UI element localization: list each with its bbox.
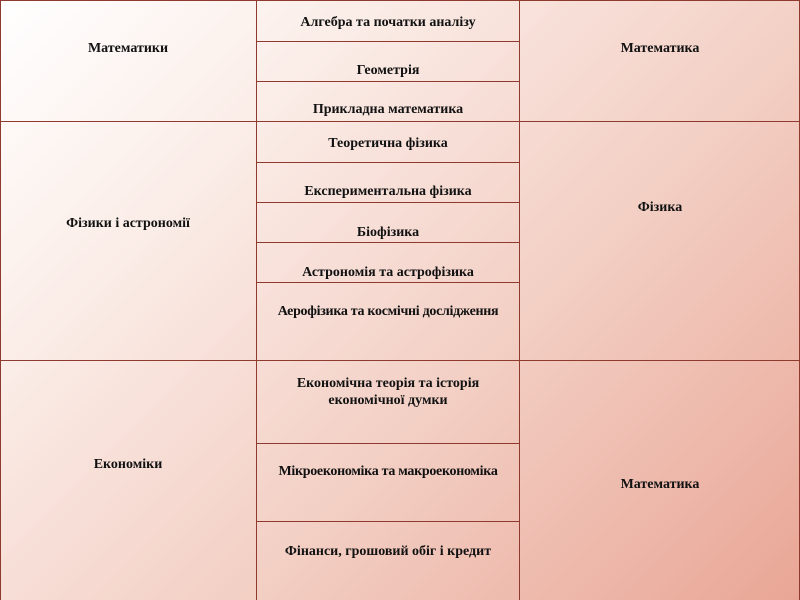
table-border-top	[0, 0, 800, 1]
specialty-cell: Фінанси, грошовий обіг і кредит	[284, 544, 492, 559]
specialty-cell: Прикладна математика	[312, 102, 464, 117]
subject-cell: Фізика	[637, 200, 683, 215]
specialty-cell: Аерофізика та космічні дослідження	[277, 304, 499, 319]
table-border-left	[0, 0, 1, 600]
specialty-cell: Алгебра та початки аналізу	[300, 15, 476, 30]
department-cell: Математики	[87, 41, 169, 56]
department-cell: Фізики і астрономії	[66, 216, 190, 231]
spec-divider	[256, 242, 520, 243]
spec-divider	[256, 521, 520, 522]
specialty-cell: Біофізика	[356, 225, 420, 240]
spec-divider	[256, 282, 520, 283]
spec-divider	[256, 41, 520, 42]
subject-cell: Математика	[620, 41, 700, 56]
row-divider-1	[0, 121, 800, 122]
spec-divider	[256, 443, 520, 444]
specialty-cell: Мікроекономіка та макроекономіка	[278, 464, 498, 479]
column-divider-2	[519, 0, 520, 600]
spec-divider	[256, 81, 520, 82]
spec-divider	[256, 162, 520, 163]
column-divider-1	[256, 0, 257, 600]
specialty-cell: Геометрія	[356, 63, 420, 78]
row-divider-2	[0, 360, 800, 361]
department-cell: Економіки	[93, 457, 163, 472]
specialty-cell: Астрономія та астрофізика	[302, 265, 474, 280]
spec-divider	[256, 202, 520, 203]
specialty-cell: Теоретична фізика	[328, 136, 448, 151]
subject-cell: Математика	[620, 477, 700, 492]
specialty-cell: Економічна теорія та історія економічної думки	[296, 376, 480, 408]
specialty-cell: Експериментальна фізика	[304, 184, 472, 199]
